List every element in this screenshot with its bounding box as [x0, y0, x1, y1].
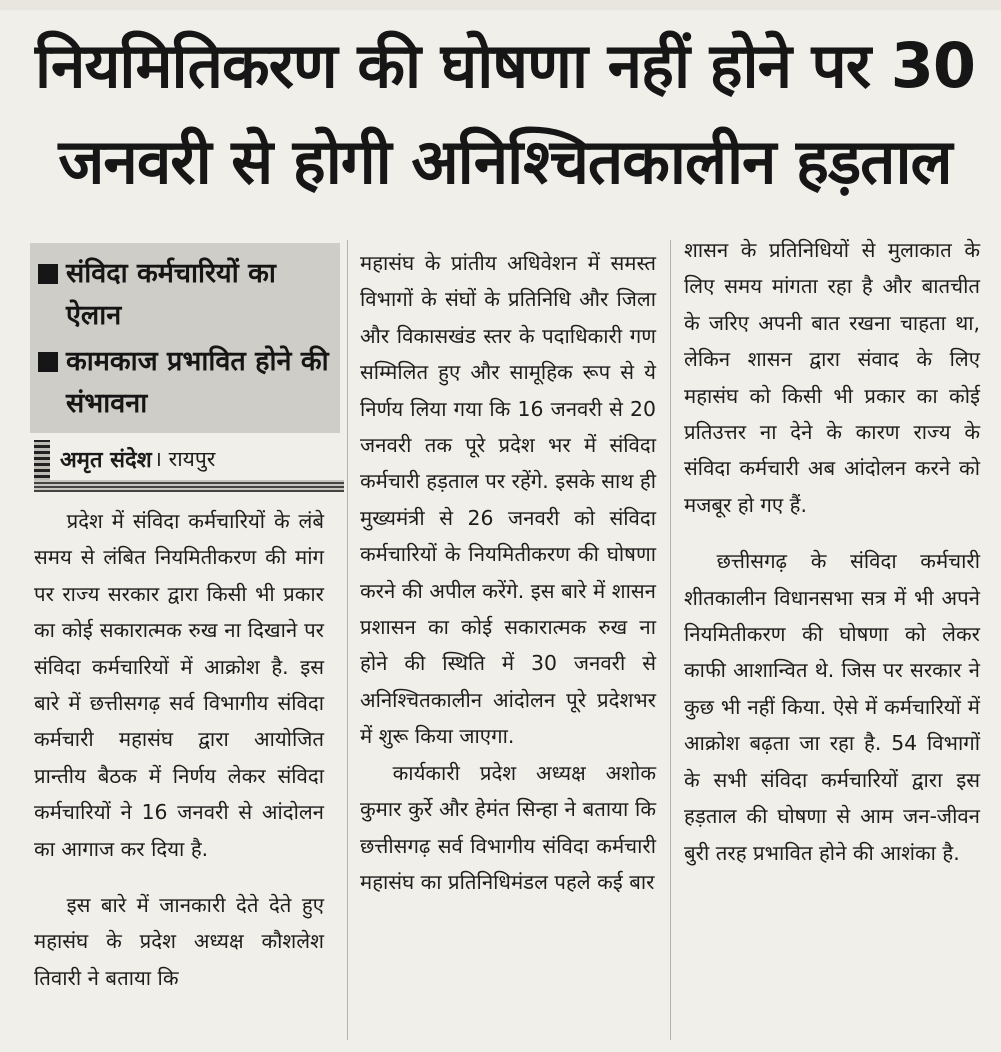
highlight-item	[38, 253, 332, 337]
bullet-square-icon	[38, 352, 58, 372]
byline-city: । रायपुर	[154, 447, 216, 471]
bullet-square-icon	[38, 264, 58, 284]
headline: नियमितिकरण की घोषणा नहीं होने पर 30 जनवरी से होगी अनिश्चितकालीन हड़ताल	[35, 29, 975, 198]
article-paragraph: कार्यकारी प्रदेश अध्यक्ष अशोक कुमार कुर्रे और हेमंत सिन्हा ने बताया कि छत्तीसगढ़ सर्व विभागीय संविदा कर्मचारी महासंघ का प्रतिनिधिमंडल पहले कई बार	[360, 760, 656, 894]
article-column-2	[360, 245, 656, 900]
byline-source: अमृत संदेश	[60, 448, 152, 473]
highlights-box	[30, 243, 340, 433]
article-paragraph: इस बारे में जानकारी देते देते हुए महासंघ के प्रदेश अध्यक्ष कौशलेश तिवारी ने बताया कि	[34, 893, 324, 990]
byline	[34, 440, 344, 494]
article-paragraph: महासंघ के प्रांतीय अधिवेशन में समस्त विभागों के संघों के प्रतिनिधि और जिला और विकासखंड स्तर के पदाधिकारी गण सम्मिलित हुए और सामूहिक रूप से ये निर्णय लिया गया कि 16 जनवरी से 20 जनवरी तक पूरे प्रदेश भर में संविदा कर्मचारी हड़ताल पर रहेंगे. इसके साथ ही मुख्यमंत्री से 26 जनवरी को संविदा कर्मचारियों के नियमितीकरण की घोषणा करने की अपील करेंगे. इस बारे में शासन प्रशासन का कोई सकारात्मक रुख ना होने की स्थिति में 30 जनवरी से अनिश्चितकालीन आंदोलन पूरे प्रदेशभर में शुरू किया जाएगा.	[360, 251, 656, 749]
article-column-1	[34, 503, 324, 996]
column-divider	[670, 240, 671, 1040]
column-divider	[347, 240, 348, 1040]
byline-rule	[34, 480, 344, 492]
article-paragraph: छत्तीसगढ़ के संविदा कर्मचारी शीतकालीन विधानसभा सत्र में भी अपने नियमितीकरण की घोषणा को लेकर काफी आशान्वित थे. जिस पर सरकार ने कुछ भी नहीं किया. ऐसे में कर्मचारियों में आक्रोश बढ़ता जा रहा है. 54 विभागों के सभी संविदा कर्मचारियों द्वारा इस हड़ताल की घोषणा से आम जन-जीवन बुरी तरह प्रभावित होने की आशंका है.	[684, 549, 980, 865]
top-edge-strip	[0, 0, 1001, 10]
highlight-text: संविदा कर्मचारियों का ऐलान	[66, 258, 276, 331]
article-paragraph: प्रदेश में संविदा कर्मचारियों के लंबे समय से लंबित नियमितीकरण की मांग पर राज्य सरकार द्वारा किसी भी प्रकार का कोई सकारात्मक रुख ना दिखाने पर संविदा कर्मचारियों में आक्रोश है. इस बारे में छत्तीसगढ़ सर्व विभागीय संविदा कर्मचारी महासंघ द्वारा आयोजित प्रान्तीय बैठक में निर्णय लेकर संविदा कर्मचारियों ने 16 जनवरी से आंदोलन का आगाज कर दिया है.	[34, 509, 324, 861]
article-paragraph: शासन के प्रतिनिधियों से मुलाकात के लिए समय मांगता रहा है और बातचीत के जरिए अपनी बात रखना चाहता था, लेकिन शासन द्वारा संवाद के लिए महासंघ को किसी भी प्रकार का कोई प्रतिउत्तर ना देने के कारण राज्य के संविदा कर्मचारी अब आंदोलन करने को मजबूर हो गए हैं.	[684, 238, 980, 517]
highlight-text: कामकाज प्रभावित होने की संभावना	[66, 346, 329, 419]
article-column-3	[684, 232, 980, 871]
highlight-item	[38, 341, 332, 425]
